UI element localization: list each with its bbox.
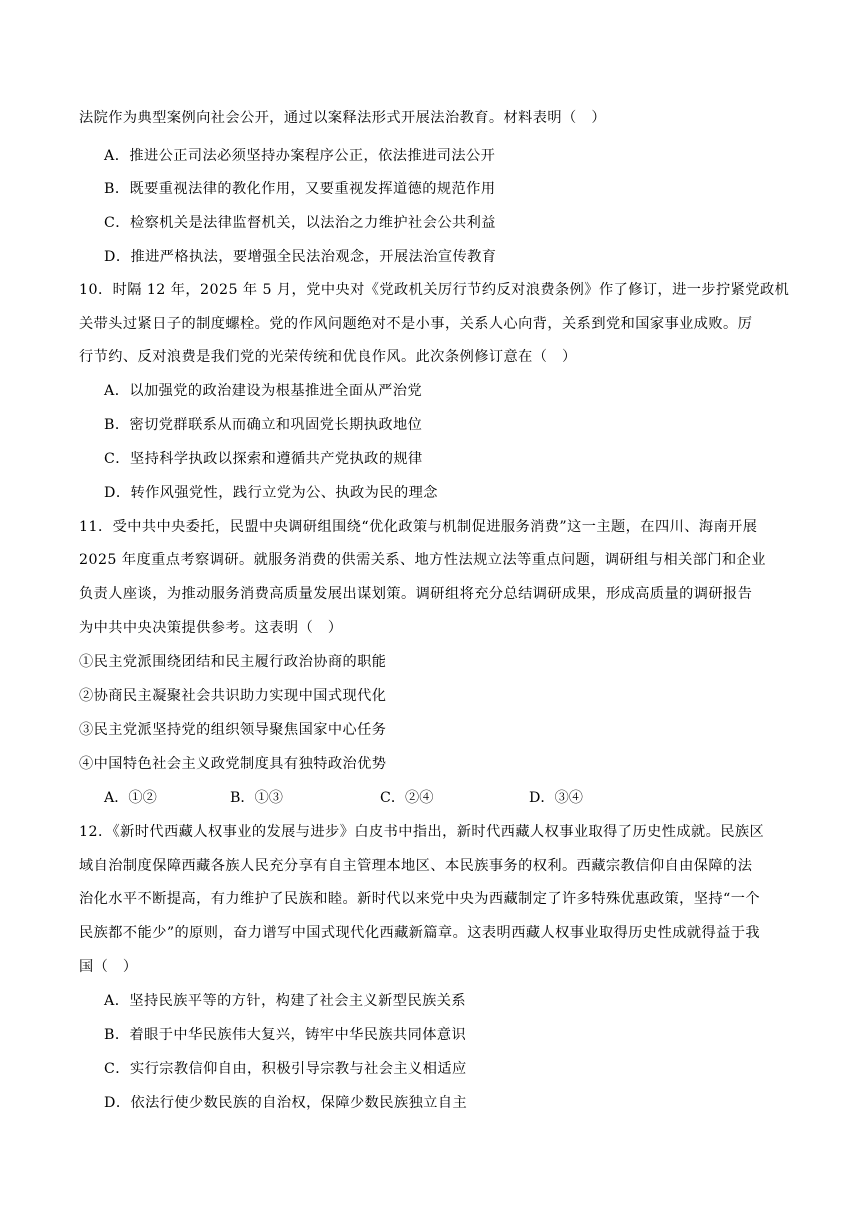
q9-stem: 法院作为典型案例向社会公开，通过以案释法形式开展法治教育。材料表明（ ） [79,110,606,126]
q9-option-a: A．推进公正司法必须坚持办案程序公正，依法推进司法公开 [104,148,496,164]
q10-stem-line: 10．时隔 12 年，2025 年 5 月，党中央对《党政机关厉行节约反对浪费条例》作了修订，进一步拧紧党政机 [79,282,790,298]
q11-statement-3: ③民主党派坚持党的组织领导聚焦国家中心任务 [79,722,387,738]
q12-option-b: B．着眼于中华民族伟大复兴，铸牢中华民族共同体意识 [104,1027,467,1043]
q10-stem-line: 行节约、反对浪费是我们党的光荣传统和优良作风。此次条例修订意在（ ） [79,349,577,365]
q10-option-c: C．坚持科学执政以探索和遵循共产党执政的规律 [104,451,423,467]
q10-stem-line: 关带头过紧日子的制度螺栓。党的作风问题绝对不是小事，关系人心向背，关系到党和国家事业成败。厉 [79,316,753,332]
q11-statement-1: ①民主党派围绕团结和民主履行政治协商的职能 [79,654,387,670]
q12-option-a: A．坚持民族平等的方针，构建了社会主义新型民族关系 [104,993,466,1009]
q12-stem-line: 12．《新时代西藏人权事业的发展与进步》白皮书中指出，新时代西藏人权事业取得了历史性成就。民族区 [79,824,765,840]
q11-option-c: C．②④ [380,790,434,806]
q9-option-c: C．检察机关是法律监督机关，以法治之力维护社会公共利益 [104,215,496,231]
q11-option-d: D．③④ [529,790,583,806]
q11-stem-line: 11．受中共中央委托，民盟中央调研组围绕“优化政策与机制促进服务消费”这一主题，在四川、海南开展 [79,519,758,535]
q9-option-b: B．既要重视法律的教化作用，又要重视发挥道德的规范作用 [104,181,496,197]
q10-option-d: D．转作风强党性，践行立党为公、执政为民的理念 [104,485,438,501]
q11-option-b: B．①③ [230,790,283,806]
q12-option-c: C．实行宗教信仰自由，积极引导宗教与社会主义相适应 [104,1061,467,1077]
q11-stem-line: 负责人座谈，为推动服务消费高质量发展出谋划策。调研组将充分总结调研成果，形成高质量的调研报告 [79,586,753,602]
q11-statement-4: ④中国特色社会主义政党制度具有独特政治优势 [79,756,387,772]
q11-stem-line: 2025 年度重点考察调研。就服务消费的供需关系、地方性法规立法等重点问题，调研组与相关部门和企业 [79,552,766,568]
q10-option-a: A．以加强党的政治建设为根基推进全面从严治党 [104,383,423,399]
q12-stem-line: 民族都不能少”的原则，奋力谱写中国式现代化西藏新篇章。这表明西藏人权事业取得历史性成就得益于我 [79,925,761,941]
q11-stem-line: 为中共中央决策提供参考。这表明（ ） [79,620,343,636]
q11-statement-2: ②协商民主凝聚社会共识助力实现中国式现代化 [79,688,387,704]
q11-option-a: A．①② [104,790,157,806]
q12-stem-line: 国（ ） [79,959,138,975]
q9-option-d: D．推进严格执法，要增强全民法治观念，开展法治宣传教育 [104,249,497,265]
q12-stem-line: 域自治制度保障西藏各族人民充分享有自主管理本地区、本民族事务的权利。西藏宗教信仰自由保障的法 [79,858,753,874]
q12-stem-line: 治化水平不断提高，有力维护了民族和睦。新时代以来党中央为西藏制定了许多特殊优惠政策，坚持“一个 [79,891,761,907]
q12-option-d: D．依法行使少数民族的自治权，保障少数民族独立自主 [104,1095,468,1111]
q10-option-b: B．密切党群联系从而确立和巩固党长期执政地位 [104,417,423,433]
